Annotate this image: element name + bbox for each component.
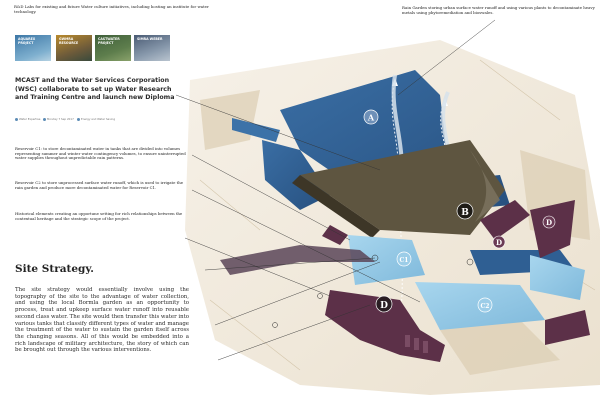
site-strategy-body: The site strategy would essentially involve using the topography of the site to the advantage of water collection, and using the local Bormla garden as an opportunity to process, treat and upkeep surface water runoff into reusable second class water. The site would then transfer this water into various tanks that classify different types of water and manage the treatment of the water to sustain the garden itself across the changing seasons. All of this would be embedded into a rich landscape of military architecture, the story of which can be brought out through the various interventions.: [15, 287, 190, 354]
meta-text: Monday 7 Sep 2017: [47, 117, 74, 121]
marker-label: A: [367, 112, 375, 123]
marker-d2[interactable]: [543, 216, 555, 228]
news-card-label: AQUAREX PROJECT: [18, 37, 36, 45]
marker-c1[interactable]: [397, 252, 411, 266]
news-card-label: SIMRA WEBER: [137, 37, 163, 41]
news-headline[interactable]: MCAST and the Water Services Corporation (WSC) collaborate to set up Water Research and Training Centre and launch new Diploma: [15, 77, 175, 102]
historical-elements-note: Historical elements creating an opportune setting for rich relationships between the contextual heritage and the strategic scope of the project.: [15, 211, 183, 221]
rnd-labs-note: R&D Labs for existing and future Water culture initiatives, including hosting an institute for water technology.: [14, 4, 209, 14]
marker-d1[interactable]: [493, 236, 505, 248]
meta-text: Energy and Water Saving: [81, 117, 116, 121]
marker-label: B: [461, 208, 469, 218]
rain-garden-note: Rain Garden storing urban surface water runoff and using various plants to decontaminate heavy metals using phytoremediation and bioswales.: [402, 5, 595, 15]
marker-label: D: [495, 238, 503, 247]
reservoir-c2-note: Reservoir C2 to store unprocessed surface water runoff, which is used to irrigate the rain garden and produce more decontaminated water for Reservoir C1.: [15, 180, 184, 190]
meta-text: Water Expertise: [19, 117, 41, 121]
marker-a[interactable]: [364, 110, 378, 124]
marker-label: D: [380, 301, 388, 311]
marker-c2[interactable]: [478, 298, 492, 312]
news-card-label: GWMRA RESOURCE: [59, 37, 79, 45]
marker-d3[interactable]: [376, 296, 392, 312]
news-card-label: CASTWATER PROJECT: [98, 37, 120, 45]
reservoir-c1-note: Reservoir C1: to store decontaminated water in tanks that are divided into volumes representing summer and winter water contingency volumes, to ensure uninterrupted water supplies throughout unpredictable rain patterns.: [15, 146, 186, 161]
marker-label: C2: [480, 303, 490, 310]
marker-b[interactable]: [457, 203, 473, 219]
marker-label: C1: [399, 257, 409, 264]
marker-label: D: [545, 218, 553, 227]
site-strategy-title: Site Strategy.: [15, 263, 94, 275]
